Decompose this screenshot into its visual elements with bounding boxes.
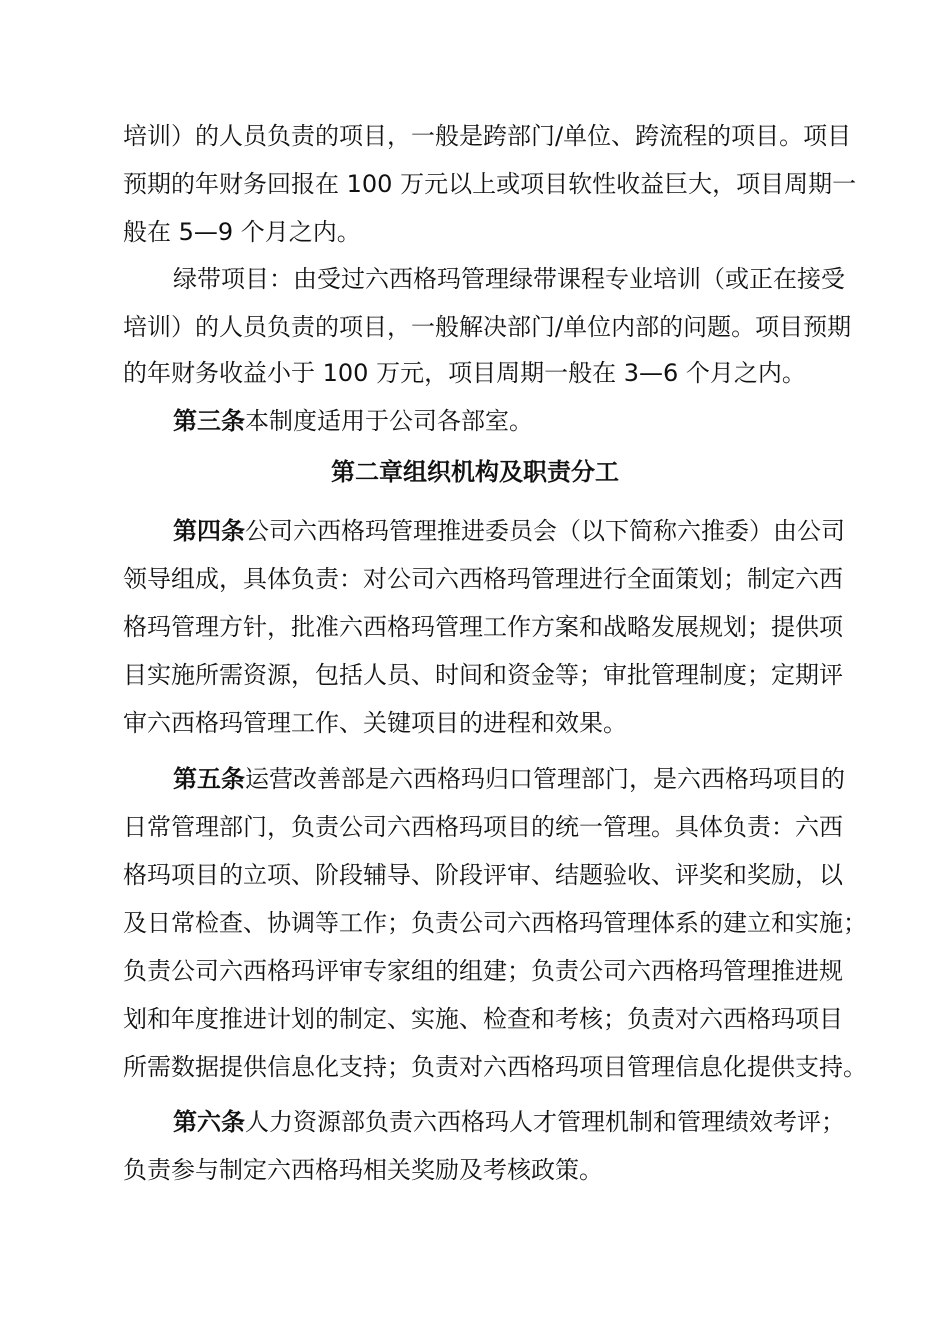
article-label: 第六条 <box>173 1108 245 1136</box>
text-line: 预期的年财务回报在 100 万元以上或项目软性收益巨大，项目周期一 <box>123 170 857 198</box>
text-line: 日常管理部门，负责公司六西格玛项目的统一管理。具体负责：六西 <box>123 813 843 841</box>
article-text: 人力资源部负责六西格玛人才管理机制和管理绩效考评； <box>245 1108 845 1136</box>
article-text: 运营改善部是六西格玛归口管理部门，是六西格玛项目的 <box>245 765 845 793</box>
article-3 <box>173 404 828 438</box>
text-line: 绿带项目：由受过六西格玛管理绿带课程专业培训（或正在接受 <box>173 265 845 293</box>
text-line: 格玛管理方针，批准六西格玛管理工作方案和战略发展规划；提供项 <box>123 613 843 641</box>
chapter-heading: 第二章组织机构及职责分工 <box>331 458 619 486</box>
article-label: 第五条 <box>173 765 245 793</box>
article-5 <box>173 762 845 796</box>
text-line: 审六西格玛管理工作、关键项目的进程和效果。 <box>123 709 627 737</box>
text-line: 领导组成，具体负责：对公司六西格玛管理进行全面策划；制定六西 <box>123 565 843 593</box>
article-text: 公司六西格玛管理推进委员会（以下简称六推委）由公司 <box>245 517 845 545</box>
article-4 <box>173 514 845 548</box>
text-line: 的年财务收益小于 100 万元，项目周期一般在 3—6 个月之内。 <box>123 359 806 387</box>
text-line: 划和年度推进计划的制定、实施、检查和考核；负责对六西格玛项目 <box>123 1005 843 1033</box>
article-6 <box>173 1105 845 1139</box>
text-line: 格玛项目的立项、阶段辅导、阶段评审、结题验收、评奖和奖励，以 <box>123 861 843 889</box>
text-line: 负责参与制定六西格玛相关奖励及考核政策。 <box>123 1156 603 1184</box>
text-line: 培训）的人员负责的项目，一般解决部门/单位内部的问题。项目预期 <box>123 313 852 341</box>
text-line: 培训）的人员负责的项目，一般是跨部门/单位、跨流程的项目。项目 <box>123 122 852 150</box>
article-text: 本制度适用于公司各部室。 <box>245 407 533 435</box>
text-line: 般在 5—9 个月之内。 <box>123 218 361 246</box>
text-line: 目实施所需资源，包括人员、时间和资金等；审批管理制度；定期评 <box>123 661 843 689</box>
text-line: 所需数据提供信息化支持；负责对六西格玛项目管理信息化提供支持。 <box>123 1053 867 1081</box>
article-label: 第三条 <box>173 407 245 435</box>
text-line: 负责公司六西格玛评审专家组的组建；负责公司六西格玛管理推进规 <box>123 957 843 985</box>
article-label: 第四条 <box>173 517 245 545</box>
text-line: 及日常检查、协调等工作；负责公司六西格玛管理体系的建立和实施； <box>123 909 867 937</box>
